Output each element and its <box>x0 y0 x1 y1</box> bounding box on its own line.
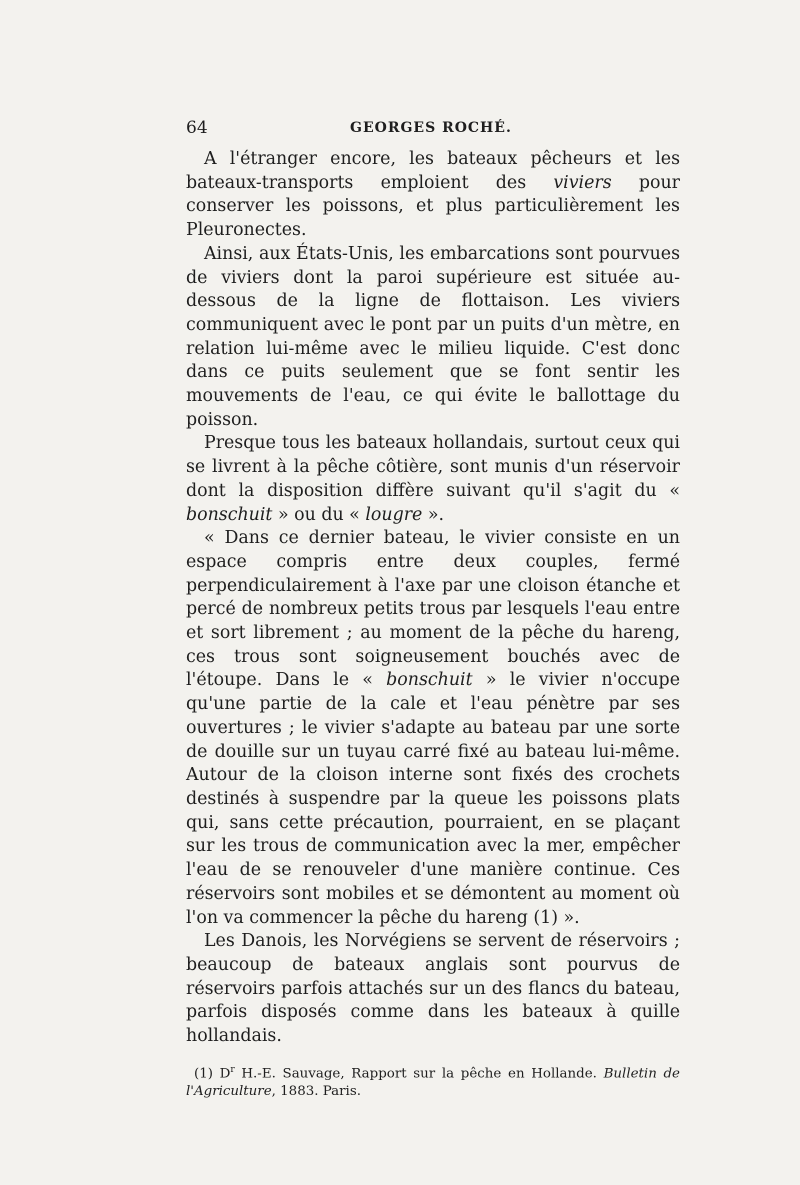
page-number: 64 <box>186 118 208 138</box>
paragraph: « Dans ce dernier bateau, le vivier consiste en un espace compris entre deux couples, fermé perpendiculairement à l'axe par une cloison étanche et percé de nombreux petits trous par lesquels l'eau entre et sort librement ; au moment de la pêche du hareng, ces trous sont soigneusement bouchés avec de l'étoupe. Dans le « bonschuit » le vivier n'occupe qu'une partie de la cale et l'eau pénètre par ses ouvertures ; le vivier s'adapte au bateau par une sorte de douille sur un tuyau carré fixé au bateau lui-même. Autour de la cloison interne sont fixés des crochets destinés à suspendre par la queue les poissons plats qui, sans cette précaution, pourraient, en se plaçant sur les trous de communication avec la mer, empêcher l'eau de se renouveler d'une manière continue. Ces réservoirs sont mobiles et se démontent au moment où l'on va commencer la pêche du hareng (1) ». <box>186 528 680 928</box>
body-text <box>186 148 680 1049</box>
italic-term: bonschuit <box>386 670 473 691</box>
page-header <box>186 118 680 148</box>
italic-term: bonschuit <box>186 504 273 525</box>
italic-term: viviers <box>553 172 612 193</box>
paragraph: Les Danois, les Norvégiens se servent de réservoirs ; beaucoup de bateaux anglais sont pourvus de réservoirs parfois attachés sur un des flancs du bateau, parfois disposés comme dans les bateaux à quille hollandais. <box>186 931 680 1047</box>
running-head: GEORGES ROCHÉ. <box>350 120 512 136</box>
paragraph: Ainsi, aux États-Unis, les embarcations sont pourvues de viviers dont la paroi supérieure est située au-dessous de la ligne de flottaison. Les viviers communiquent avec le pont par un puits d'un mètre, en relation lui-même avec le milieu liquide. C'est donc dans ce puits seulement que se font sentir les mouvements de l'eau, ce qui évite le ballottage du poisson. <box>186 243 680 430</box>
footnote: (1) $D^r$ H.-E. Sauvage, Rapport sur la pêche en Hollande. Bulletin de l'Agriculture, 1883. Paris. <box>186 1064 680 1100</box>
paragraph: Presque tous les bateaux hollandais, surtout ceux qui se livrent à la pêche côtière, sont munis d'un réservoir dont la disposition diffère suivant qu'il s'agit du « bonschuit » ou du « lougre ». <box>186 433 680 525</box>
paragraph: A l'étranger encore, les bateaux pêcheurs et les bateaux-transports emploient des viviers pour conserver les poissons, et plus particulièrement les Pleuronectes. <box>186 149 680 241</box>
book-page <box>186 118 680 1101</box>
italic-term: lougre <box>365 504 423 525</box>
